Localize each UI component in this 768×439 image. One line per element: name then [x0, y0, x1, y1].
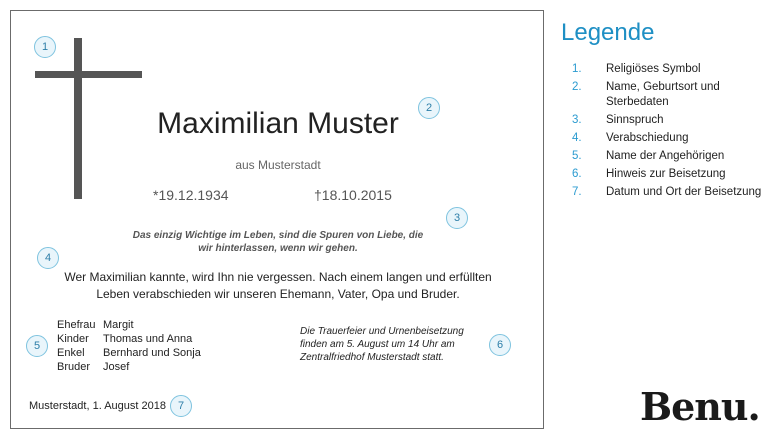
burial-notice — [300, 325, 500, 364]
brand-logo: Benu. — [640, 384, 760, 429]
burial-line: Die Trauerfeier und Urnenbeisetzung — [300, 326, 464, 337]
death-date: †18.10.2015 — [314, 187, 392, 203]
relatives-list — [57, 318, 201, 374]
burial-line: Zentralfriedhof Musterstadt statt. — [300, 352, 444, 363]
farewell-line: Wer Maximilian kannte, wird Ihn nie vergessen. Nach einem langen und erfüllten — [64, 270, 492, 284]
relative-row — [57, 318, 201, 332]
legend-text: Name, Geburtsort und Sterbedaten — [606, 81, 720, 108]
marker-badge-6: 6 — [489, 334, 511, 356]
relative-role: Bruder — [57, 361, 91, 373]
legend-number: 2. — [572, 81, 582, 93]
legend-number: 5. — [572, 150, 582, 162]
relative-row — [57, 360, 201, 374]
place-of-origin: aus Musterstadt — [235, 158, 321, 172]
relative-names: Josef — [103, 361, 130, 373]
burial-line: finden am 5. August um 14 Uhr am — [300, 339, 455, 350]
legend-item — [572, 62, 764, 77]
relative-row — [57, 332, 201, 346]
legend-text: Datum und Ort der Beisetzung — [606, 186, 762, 198]
marker-badge-5: 5 — [26, 335, 48, 357]
marker-badge-4: 4 — [37, 247, 59, 269]
legend-number: 1. — [572, 63, 582, 75]
legend-list — [572, 62, 764, 203]
legend-item — [572, 131, 764, 146]
legend-item — [572, 185, 764, 200]
relative-names: Margit — [103, 319, 134, 331]
legend-text: Verabschiedung — [606, 132, 689, 144]
motto-line: wir hinterlassen, wenn wir gehen. — [198, 243, 358, 254]
birth-date: *19.12.1934 — [153, 187, 229, 203]
legend-number: 7. — [572, 186, 582, 198]
farewell-line: Leben verabschieden wir unseren Ehemann, Vater, Opa und Bruder. — [96, 287, 460, 301]
marker-badge-2: 2 — [418, 97, 440, 119]
legend-text: Name der Angehörigen — [606, 150, 725, 162]
marker-badge-3: 3 — [446, 207, 468, 229]
legend-text: Hinweis zur Beisetzung — [606, 168, 726, 180]
legend-title: Legende — [561, 19, 655, 46]
obituary-card — [10, 10, 544, 429]
relative-names: Thomas und Anna — [103, 333, 193, 345]
motto — [97, 229, 459, 255]
farewell-text — [33, 269, 523, 303]
marker-badge-1: 1 — [34, 36, 56, 58]
relative-role: Ehefrau — [57, 319, 96, 331]
motto-line: Das einzig Wichtige im Leben, sind die Spuren von Liebe, die — [132, 230, 424, 241]
marker-badge-7: 7 — [170, 395, 192, 417]
place-and-date: Musterstadt, 1. August 2018 — [29, 400, 166, 412]
deceased-name: Maximilian Muster — [157, 107, 399, 140]
legend-item — [572, 113, 764, 128]
legend-item — [572, 149, 764, 164]
legend-number: 4. — [572, 132, 582, 144]
relative-names: Bernhard und Sonja — [103, 347, 201, 359]
relative-role: Kinder — [57, 333, 89, 345]
legend-number: 6. — [572, 168, 582, 180]
relative-row — [57, 346, 201, 360]
relative-role: Enkel — [57, 347, 85, 359]
legend-text: Sinnspruch — [606, 114, 664, 126]
legend-number: 3. — [572, 114, 582, 126]
legend-item — [572, 167, 764, 182]
legend-item — [572, 80, 764, 110]
legend-text: Religiöses Symbol — [606, 63, 701, 75]
